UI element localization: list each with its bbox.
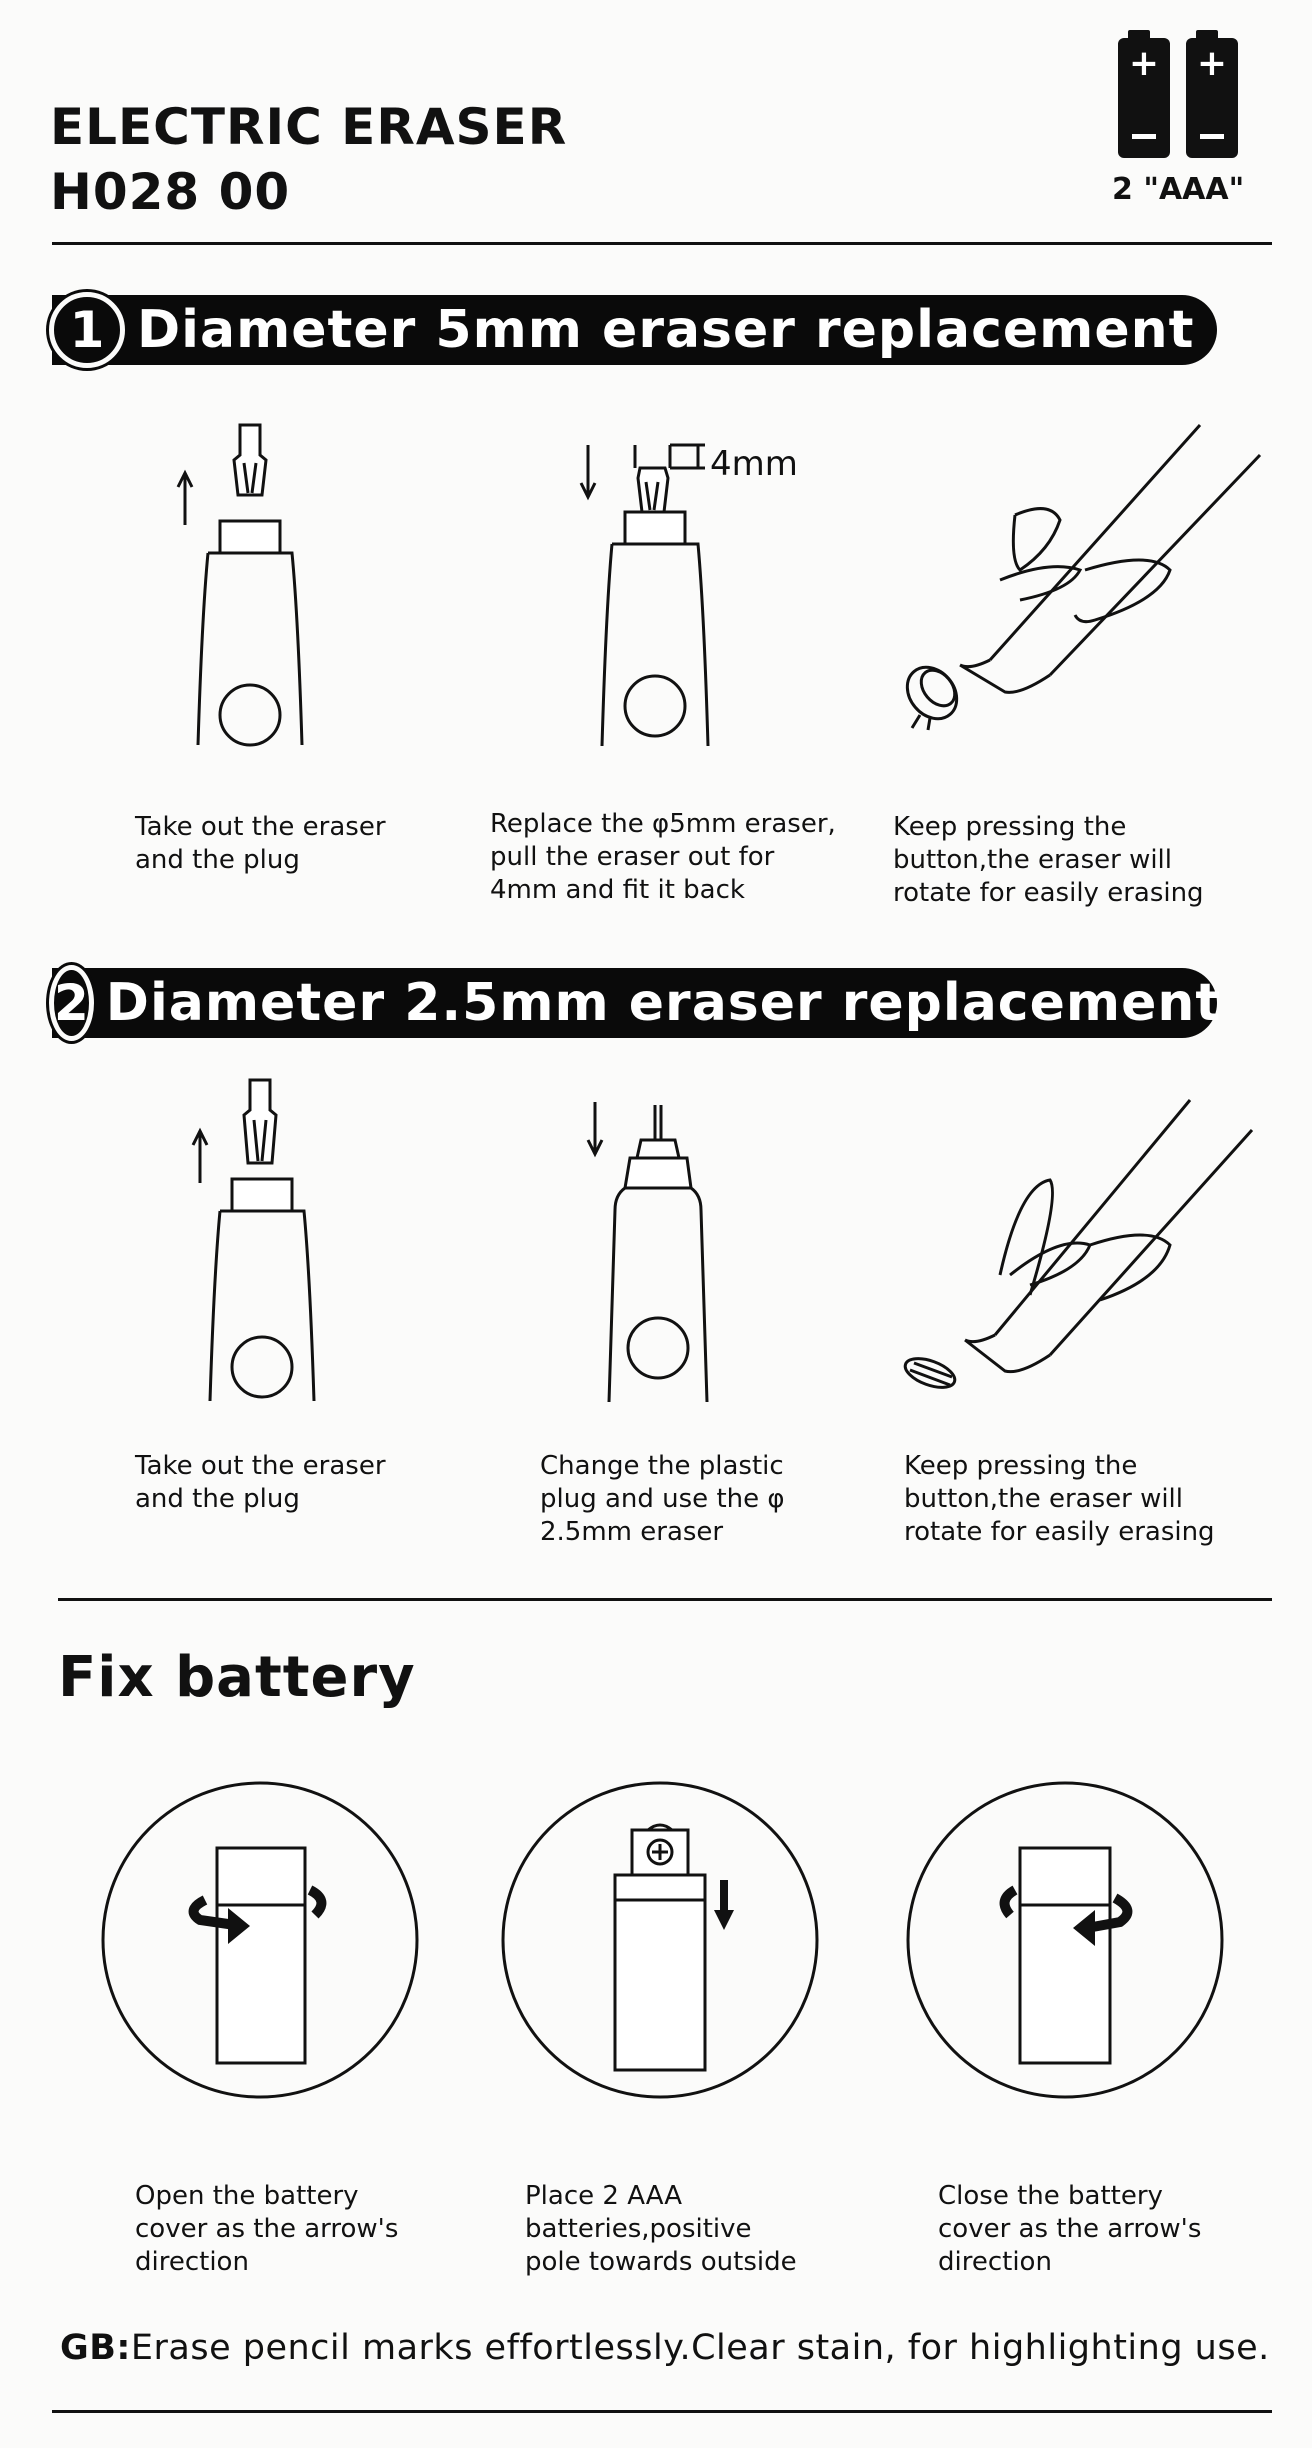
section-2-step-3-caption: Keep pressing the button,the eraser will rotate for easily erasing — [904, 1451, 1215, 1547]
divider — [52, 242, 1272, 245]
section-2-step-2-caption: Change the plastic plug and use the φ 2.5mm eraser — [540, 1451, 785, 1547]
battery-step-1-caption: Open the battery cover as the arrow's direction — [135, 2181, 399, 2277]
product-name: ELECTRIC ERASER — [50, 98, 568, 156]
section-1-banner — [52, 295, 1217, 365]
section-2-step-1-caption: Take out the eraser and the plug — [135, 1451, 386, 1514]
section-1-step-1-caption: Take out the eraser and the plug — [135, 812, 386, 875]
battery-icon — [1118, 30, 1238, 160]
divider — [52, 2410, 1272, 2413]
footer-text: Erase pencil marks effortlessly.Clear stain, for highlighting use. — [130, 2328, 1270, 2368]
svg-text:+: + — [1128, 43, 1160, 84]
footer-description — [60, 2328, 1270, 2368]
open-cover-illustration — [100, 1780, 420, 2100]
step-number-badge: 2 — [49, 965, 94, 1041]
hand-using-eraser-illustration — [900, 1095, 1260, 1405]
battery-step-2-caption: Place 2 AAA batteries,positive pole towards outside — [525, 2181, 797, 2277]
section-2-banner — [52, 968, 1222, 1038]
section-1-step-2-caption: Replace the φ5mm eraser, pull the eraser out for 4mm and fit it back — [490, 809, 836, 905]
product-title — [50, 95, 567, 225]
battery-requirement: 2 "AAA" — [1112, 172, 1245, 207]
section-1-step-3-caption: Keep pressing the button,the eraser will rotate for easily erasing — [893, 812, 1204, 908]
battery-step-3-caption: Close the battery cover as the arrow's direction — [938, 2181, 1202, 2277]
svg-text:+: + — [1196, 43, 1228, 84]
section-1-title: Diameter 5mm eraser replacement — [137, 300, 1195, 360]
hand-using-eraser-illustration — [900, 420, 1260, 730]
insert-batteries-illustration — [500, 1780, 820, 2100]
eraser-removal-illustration — [170, 415, 330, 755]
section-2-title: Diameter 2.5mm eraser replacement — [105, 973, 1222, 1033]
plug-change-illustration — [575, 1100, 735, 1410]
measurement-label: 4mm — [710, 444, 798, 484]
language-code: GB: — [60, 2328, 131, 2368]
eraser-insert-illustration — [570, 440, 820, 760]
close-cover-illustration — [905, 1780, 1225, 2100]
step-number-badge: 1 — [49, 292, 125, 368]
battery-section-title: Fix battery — [58, 1645, 416, 1710]
eraser-removal-illustration — [180, 1075, 340, 1405]
divider — [58, 1598, 1272, 1601]
product-model: H028 00 — [50, 163, 291, 221]
